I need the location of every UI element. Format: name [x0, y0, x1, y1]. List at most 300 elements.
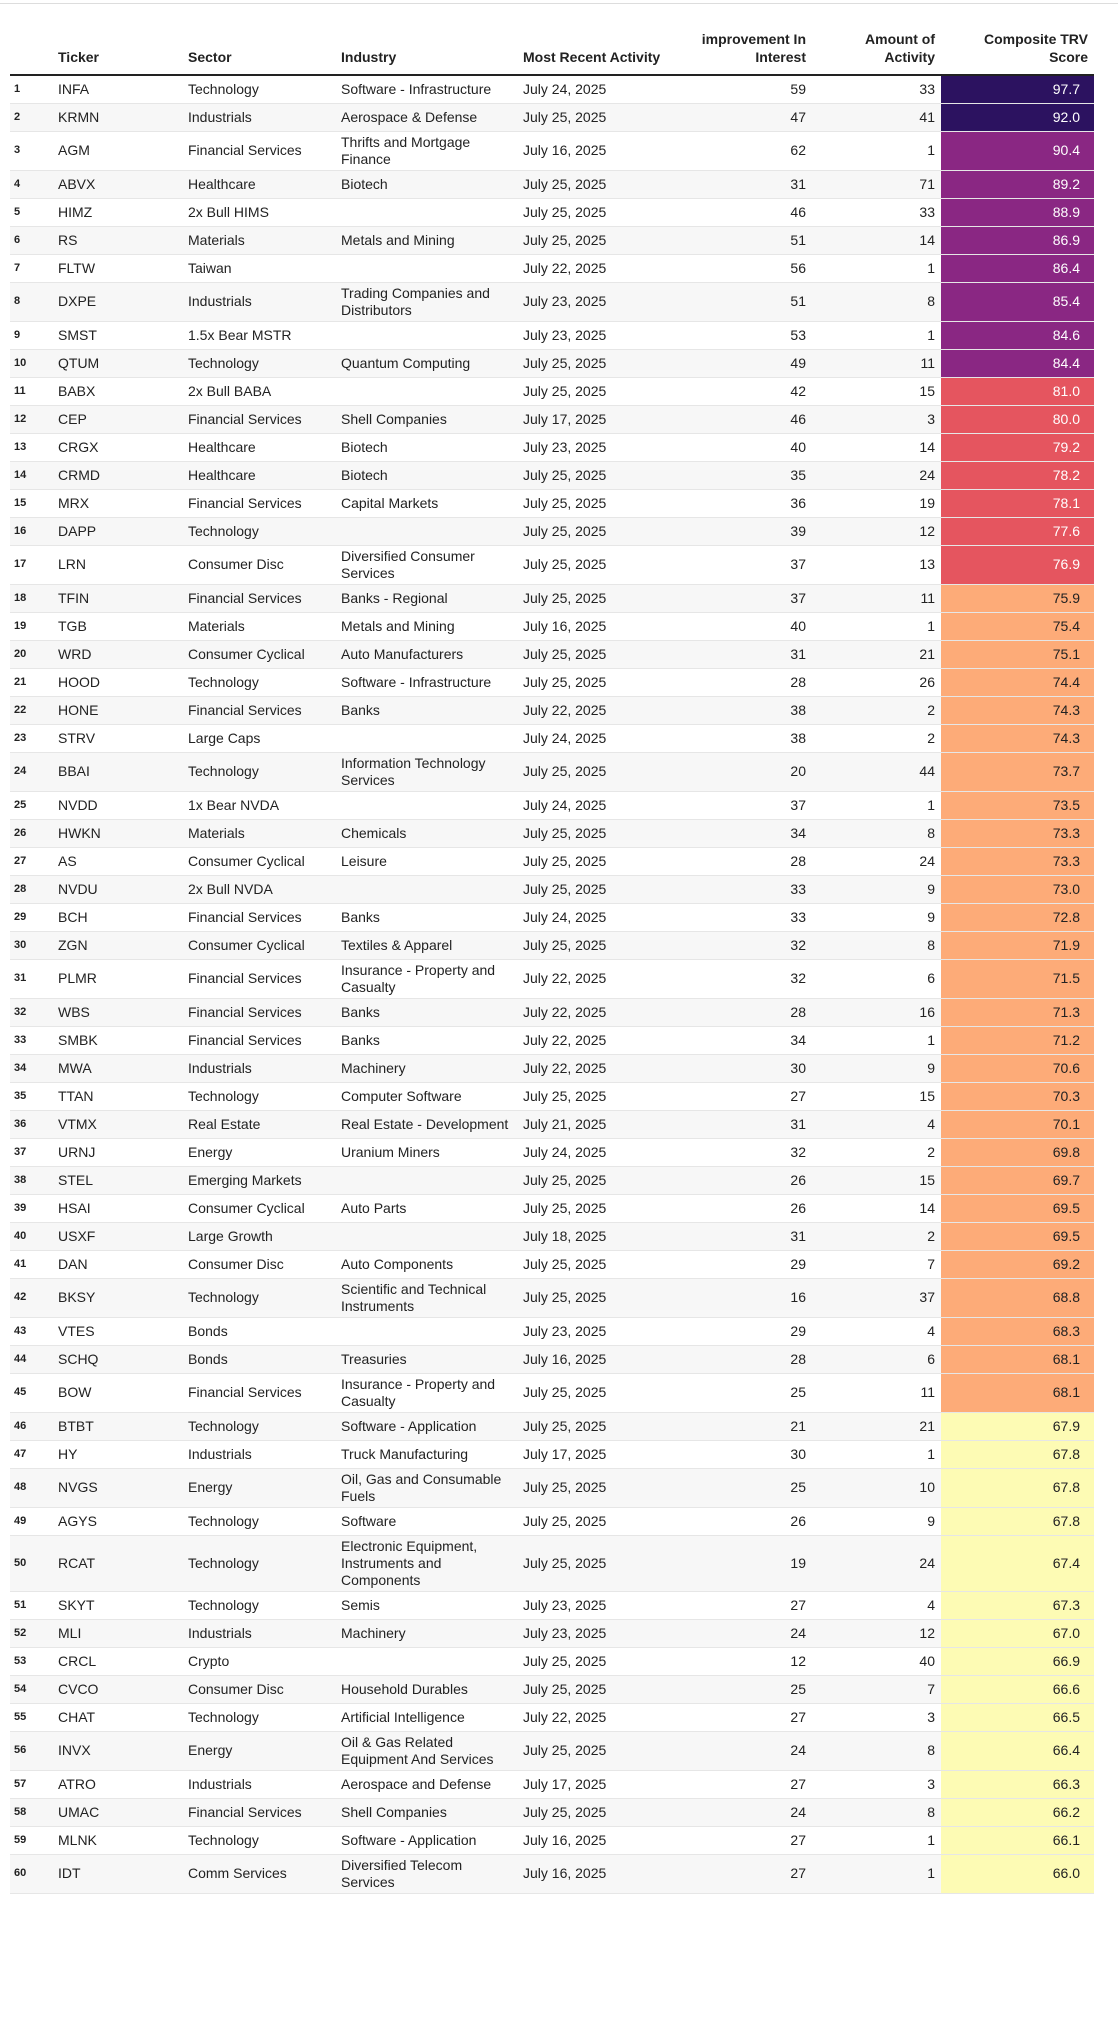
- ticker-cell: MWA: [52, 1054, 182, 1082]
- rank-cell: 5: [10, 198, 52, 226]
- industry-cell: Machinery: [335, 1054, 517, 1082]
- table-row[interactable]: [10, 847, 1094, 875]
- ticker-header[interactable]: Ticker: [52, 30, 182, 75]
- score-cell: 73.0: [941, 875, 1094, 903]
- score-cell: 71.5: [941, 959, 1094, 998]
- amount-cell: 24: [812, 1535, 941, 1591]
- ticker-cell: BKSY: [52, 1278, 182, 1317]
- rank-cell: 22: [10, 696, 52, 724]
- sector-cell: Technology: [182, 75, 335, 103]
- rank-cell: 38: [10, 1166, 52, 1194]
- score-cell: 86.9: [941, 226, 1094, 254]
- activity-header[interactable]: Most Recent Activity: [517, 30, 675, 75]
- industry-cell: Software - Infrastructure: [335, 668, 517, 696]
- ticker-cell: INFA: [52, 75, 182, 103]
- ticker-cell: IDT: [52, 1854, 182, 1893]
- table-row[interactable]: [10, 489, 1094, 517]
- rank-cell: 9: [10, 321, 52, 349]
- ticker-cell: ZGN: [52, 931, 182, 959]
- score-cell: 66.6: [941, 1675, 1094, 1703]
- industry-cell: Truck Manufacturing: [335, 1440, 517, 1468]
- ticker-cell: CRCL: [52, 1647, 182, 1675]
- rank-cell: 2: [10, 103, 52, 131]
- score-cell: 67.8: [941, 1468, 1094, 1507]
- rank-header: [10, 30, 52, 75]
- amount-cell: 15: [812, 1166, 941, 1194]
- amount-cell: 6: [812, 1345, 941, 1373]
- table-row[interactable]: [10, 1647, 1094, 1675]
- table-row[interactable]: [10, 1250, 1094, 1278]
- improvement-cell: 28: [675, 998, 812, 1026]
- trv-score-table: [10, 30, 1094, 1894]
- amount-cell: 1: [812, 1440, 941, 1468]
- table-row[interactable]: [10, 931, 1094, 959]
- table-row[interactable]: [10, 170, 1094, 198]
- activity-date-cell: July 23, 2025: [517, 1619, 675, 1647]
- improvement-cell: 37: [675, 791, 812, 819]
- table-row[interactable]: [10, 1591, 1094, 1619]
- industry-cell: Oil, Gas and Consumable Fuels: [335, 1468, 517, 1507]
- table-row[interactable]: [10, 875, 1094, 903]
- improvement-cell: 40: [675, 612, 812, 640]
- industry-cell: Banks: [335, 903, 517, 931]
- sector-cell: Technology: [182, 1591, 335, 1619]
- improvement-cell: 46: [675, 198, 812, 226]
- table-row[interactable]: [10, 1731, 1094, 1770]
- table-row[interactable]: [10, 1826, 1094, 1854]
- amount-cell: 33: [812, 75, 941, 103]
- industry-cell: Capital Markets: [335, 489, 517, 517]
- score-cell: 78.2: [941, 461, 1094, 489]
- amount-cell: 14: [812, 226, 941, 254]
- industry-cell: Auto Components: [335, 1250, 517, 1278]
- activity-date-cell: July 25, 2025: [517, 1250, 675, 1278]
- ticker-cell: SKYT: [52, 1591, 182, 1619]
- score-cell: 88.9: [941, 198, 1094, 226]
- activity-date-cell: July 25, 2025: [517, 847, 675, 875]
- score-cell: 70.6: [941, 1054, 1094, 1082]
- activity-date-cell: July 16, 2025: [517, 1826, 675, 1854]
- table-row[interactable]: [10, 1194, 1094, 1222]
- ticker-cell: VTES: [52, 1317, 182, 1345]
- table-row[interactable]: [10, 321, 1094, 349]
- industry-cell: [335, 724, 517, 752]
- ticker-cell: URNJ: [52, 1138, 182, 1166]
- activity-date-cell: July 25, 2025: [517, 103, 675, 131]
- rank-cell: 60: [10, 1854, 52, 1893]
- improvement-cell: 27: [675, 1591, 812, 1619]
- activity-date-cell: July 25, 2025: [517, 545, 675, 584]
- sector-cell: Consumer Disc: [182, 545, 335, 584]
- table-row[interactable]: [10, 517, 1094, 545]
- activity-date-cell: July 21, 2025: [517, 1110, 675, 1138]
- sector-cell: Consumer Cyclical: [182, 931, 335, 959]
- sector-cell: Financial Services: [182, 1798, 335, 1826]
- amount-cell: 1: [812, 254, 941, 282]
- table-row[interactable]: [10, 1026, 1094, 1054]
- industry-cell: Semis: [335, 1591, 517, 1619]
- activity-date-cell: July 25, 2025: [517, 1082, 675, 1110]
- industry-cell: Scientific and Technical Instruments: [335, 1278, 517, 1317]
- improvement-cell: 24: [675, 1619, 812, 1647]
- sector-cell: Financial Services: [182, 1026, 335, 1054]
- rank-cell: 51: [10, 1591, 52, 1619]
- table-row[interactable]: [10, 1619, 1094, 1647]
- table-row[interactable]: [10, 640, 1094, 668]
- score-cell: 70.1: [941, 1110, 1094, 1138]
- industry-cell: [335, 1222, 517, 1250]
- amount-cell: 33: [812, 198, 941, 226]
- table-row[interactable]: [10, 1138, 1094, 1166]
- table-row[interactable]: [10, 405, 1094, 433]
- ticker-cell: MLI: [52, 1619, 182, 1647]
- table-row[interactable]: [10, 226, 1094, 254]
- ticker-cell: KRMN: [52, 103, 182, 131]
- industry-cell: [335, 875, 517, 903]
- improvement-cell: 51: [675, 226, 812, 254]
- table-row[interactable]: [10, 254, 1094, 282]
- sector-cell: 1.5x Bear MSTR: [182, 321, 335, 349]
- improvement-cell: 62: [675, 131, 812, 170]
- table-row[interactable]: [10, 461, 1094, 489]
- table-row[interactable]: [10, 433, 1094, 461]
- table-row[interactable]: [10, 1278, 1094, 1317]
- improvement-cell: 59: [675, 75, 812, 103]
- industry-cell: Leisure: [335, 847, 517, 875]
- score-cell: 97.7: [941, 75, 1094, 103]
- score-cell: 66.0: [941, 1854, 1094, 1893]
- activity-date-cell: July 25, 2025: [517, 931, 675, 959]
- table-row[interactable]: [10, 1222, 1094, 1250]
- table-row[interactable]: [10, 1082, 1094, 1110]
- amount-cell: 11: [812, 584, 941, 612]
- improvement-cell: 12: [675, 1647, 812, 1675]
- improvement-cell: 28: [675, 668, 812, 696]
- rank-cell: 57: [10, 1770, 52, 1798]
- activity-date-cell: July 16, 2025: [517, 1345, 675, 1373]
- sector-cell: 2x Bull HIMS: [182, 198, 335, 226]
- amount-cell: 9: [812, 1507, 941, 1535]
- amount-cell: 21: [812, 640, 941, 668]
- industry-cell: Biotech: [335, 461, 517, 489]
- score-cell: 67.3: [941, 1591, 1094, 1619]
- score-cell: 84.6: [941, 321, 1094, 349]
- amount-cell: 1: [812, 612, 941, 640]
- industry-cell: Software - Application: [335, 1826, 517, 1854]
- amount-cell: 8: [812, 819, 941, 847]
- amount-cell: 3: [812, 1703, 941, 1731]
- amount-cell: 2: [812, 1222, 941, 1250]
- table-row[interactable]: [10, 752, 1094, 791]
- ticker-cell: SMST: [52, 321, 182, 349]
- score-cell: 74.3: [941, 696, 1094, 724]
- sector-cell: Technology: [182, 1507, 335, 1535]
- improvement-cell: 31: [675, 1110, 812, 1138]
- activity-date-cell: July 25, 2025: [517, 1507, 675, 1535]
- sector-cell: Industrials: [182, 1770, 335, 1798]
- ticker-cell: NVGS: [52, 1468, 182, 1507]
- activity-date-cell: July 17, 2025: [517, 405, 675, 433]
- table-row[interactable]: [10, 75, 1094, 103]
- table-row[interactable]: [10, 998, 1094, 1026]
- score-cell: 66.5: [941, 1703, 1094, 1731]
- ticker-cell: MRX: [52, 489, 182, 517]
- table-row[interactable]: [10, 377, 1094, 405]
- amount-cell: 8: [812, 1798, 941, 1826]
- score-cell: 68.8: [941, 1278, 1094, 1317]
- rank-cell: 55: [10, 1703, 52, 1731]
- table-row[interactable]: [10, 1166, 1094, 1194]
- amount-cell: 24: [812, 847, 941, 875]
- sector-cell: Comm Services: [182, 1854, 335, 1893]
- table-row[interactable]: [10, 349, 1094, 377]
- sector-cell: Emerging Markets: [182, 1166, 335, 1194]
- table-row[interactable]: [10, 545, 1094, 584]
- sector-cell: Consumer Cyclical: [182, 1194, 335, 1222]
- activity-date-cell: July 22, 2025: [517, 959, 675, 998]
- industry-cell: Biotech: [335, 433, 517, 461]
- rank-cell: 45: [10, 1373, 52, 1412]
- score-cell: 70.3: [941, 1082, 1094, 1110]
- table-row[interactable]: [10, 1798, 1094, 1826]
- score-header[interactable]: Composite TRV Score: [941, 30, 1094, 75]
- table-row[interactable]: [10, 1412, 1094, 1440]
- score-cell: 92.0: [941, 103, 1094, 131]
- improvement-cell: 32: [675, 959, 812, 998]
- table-row[interactable]: [10, 1675, 1094, 1703]
- table-row[interactable]: [10, 1854, 1094, 1893]
- amount-cell: 4: [812, 1591, 941, 1619]
- table-row[interactable]: [10, 696, 1094, 724]
- sector-cell: Industrials: [182, 1440, 335, 1468]
- score-cell: 86.4: [941, 254, 1094, 282]
- rank-cell: 56: [10, 1731, 52, 1770]
- table-row[interactable]: [10, 819, 1094, 847]
- sector-cell: Financial Services: [182, 998, 335, 1026]
- table-row[interactable]: [10, 903, 1094, 931]
- table-row[interactable]: [10, 1703, 1094, 1731]
- amount-cell: 7: [812, 1250, 941, 1278]
- rank-cell: 29: [10, 903, 52, 931]
- sector-cell: Taiwan: [182, 254, 335, 282]
- activity-date-cell: July 25, 2025: [517, 1535, 675, 1591]
- amount-header[interactable]: Amount of Activity: [812, 30, 941, 75]
- score-cell: 66.9: [941, 1647, 1094, 1675]
- score-cell: 89.2: [941, 170, 1094, 198]
- score-cell: 75.4: [941, 612, 1094, 640]
- table-row[interactable]: [10, 198, 1094, 226]
- score-cell: 69.7: [941, 1166, 1094, 1194]
- industry-cell: Biotech: [335, 170, 517, 198]
- industry-header[interactable]: Industry: [335, 30, 517, 75]
- improvement-cell: 56: [675, 254, 812, 282]
- amount-cell: 4: [812, 1317, 941, 1345]
- ticker-cell: VTMX: [52, 1110, 182, 1138]
- ticker-cell: ATRO: [52, 1770, 182, 1798]
- score-cell: 78.1: [941, 489, 1094, 517]
- amount-cell: 40: [812, 1647, 941, 1675]
- improvement-cell: 38: [675, 696, 812, 724]
- rank-cell: 48: [10, 1468, 52, 1507]
- improvement-cell: 26: [675, 1507, 812, 1535]
- rank-cell: 21: [10, 668, 52, 696]
- table-row[interactable]: [10, 668, 1094, 696]
- amount-cell: 11: [812, 1373, 941, 1412]
- table-row[interactable]: [10, 1440, 1094, 1468]
- sector-cell: Financial Services: [182, 489, 335, 517]
- sector-cell: Materials: [182, 612, 335, 640]
- industry-cell: Thrifts and Mortgage Finance: [335, 131, 517, 170]
- score-cell: 79.2: [941, 433, 1094, 461]
- sector-cell: Financial Services: [182, 959, 335, 998]
- activity-date-cell: July 25, 2025: [517, 349, 675, 377]
- table-row[interactable]: [10, 1468, 1094, 1507]
- activity-date-cell: July 16, 2025: [517, 612, 675, 640]
- rank-cell: 23: [10, 724, 52, 752]
- table-row[interactable]: [10, 1110, 1094, 1138]
- activity-date-cell: July 25, 2025: [517, 489, 675, 517]
- amount-cell: 24: [812, 461, 941, 489]
- table-row[interactable]: [10, 131, 1094, 170]
- improvement-cell: 42: [675, 377, 812, 405]
- ticker-cell: HOOD: [52, 668, 182, 696]
- industry-cell: [335, 1647, 517, 1675]
- improvement-cell: 47: [675, 103, 812, 131]
- score-cell: 67.4: [941, 1535, 1094, 1591]
- activity-date-cell: July 18, 2025: [517, 1222, 675, 1250]
- sector-cell: Financial Services: [182, 131, 335, 170]
- table-row[interactable]: [10, 1373, 1094, 1412]
- rank-cell: 41: [10, 1250, 52, 1278]
- activity-date-cell: July 16, 2025: [517, 131, 675, 170]
- rank-cell: 10: [10, 349, 52, 377]
- score-cell: 73.3: [941, 819, 1094, 847]
- sector-cell: Energy: [182, 1468, 335, 1507]
- rank-cell: 52: [10, 1619, 52, 1647]
- industry-cell: [335, 517, 517, 545]
- table-row[interactable]: [10, 959, 1094, 998]
- rank-cell: 39: [10, 1194, 52, 1222]
- table-row[interactable]: [10, 1345, 1094, 1373]
- rank-cell: 25: [10, 791, 52, 819]
- amount-cell: 19: [812, 489, 941, 517]
- table-row[interactable]: [10, 1507, 1094, 1535]
- industry-cell: [335, 321, 517, 349]
- sector-cell: Industrials: [182, 282, 335, 321]
- table-row[interactable]: [10, 1054, 1094, 1082]
- industry-cell: Household Durables: [335, 1675, 517, 1703]
- score-cell: 73.3: [941, 847, 1094, 875]
- industry-cell: [335, 791, 517, 819]
- industry-cell: Textiles & Apparel: [335, 931, 517, 959]
- sector-cell: Large Growth: [182, 1222, 335, 1250]
- amount-cell: 71: [812, 170, 941, 198]
- rank-cell: 27: [10, 847, 52, 875]
- rank-cell: 18: [10, 584, 52, 612]
- activity-date-cell: July 22, 2025: [517, 254, 675, 282]
- improvement-cell: 51: [675, 282, 812, 321]
- amount-cell: 9: [812, 903, 941, 931]
- score-cell: 81.0: [941, 377, 1094, 405]
- activity-date-cell: July 23, 2025: [517, 1317, 675, 1345]
- ticker-cell: ABVX: [52, 170, 182, 198]
- industry-cell: Uranium Miners: [335, 1138, 517, 1166]
- rank-cell: 13: [10, 433, 52, 461]
- improvement-cell: 53: [675, 321, 812, 349]
- ticker-cell: AGM: [52, 131, 182, 170]
- ticker-cell: DAPP: [52, 517, 182, 545]
- ticker-cell: CVCO: [52, 1675, 182, 1703]
- ticker-cell: CEP: [52, 405, 182, 433]
- improvement-cell: 21: [675, 1412, 812, 1440]
- amount-cell: 15: [812, 1082, 941, 1110]
- table-row[interactable]: [10, 724, 1094, 752]
- ticker-cell: SMBK: [52, 1026, 182, 1054]
- improvement-cell: 33: [675, 875, 812, 903]
- table-row[interactable]: [10, 282, 1094, 321]
- ticker-cell: BABX: [52, 377, 182, 405]
- improvement-cell: 30: [675, 1054, 812, 1082]
- sector-cell: Consumer Cyclical: [182, 847, 335, 875]
- table-row[interactable]: [10, 1317, 1094, 1345]
- improvement-cell: 27: [675, 1082, 812, 1110]
- rank-cell: 24: [10, 752, 52, 791]
- ticker-cell: QTUM: [52, 349, 182, 377]
- score-cell: 66.4: [941, 1731, 1094, 1770]
- improvement-cell: 28: [675, 847, 812, 875]
- industry-cell: Shell Companies: [335, 1798, 517, 1826]
- amount-cell: 26: [812, 668, 941, 696]
- sector-cell: Technology: [182, 1826, 335, 1854]
- improvement-header[interactable]: improvement In Interest: [675, 30, 812, 75]
- ticker-cell: NVDD: [52, 791, 182, 819]
- score-cell: 74.3: [941, 724, 1094, 752]
- top-divider: [0, 3, 1118, 4]
- amount-cell: 3: [812, 405, 941, 433]
- activity-date-cell: July 17, 2025: [517, 1440, 675, 1468]
- activity-date-cell: July 25, 2025: [517, 875, 675, 903]
- table-row[interactable]: [10, 791, 1094, 819]
- score-cell: 84.4: [941, 349, 1094, 377]
- score-cell: 71.9: [941, 931, 1094, 959]
- industry-cell: Oil & Gas Related Equipment And Services: [335, 1731, 517, 1770]
- rank-cell: 14: [10, 461, 52, 489]
- table-row[interactable]: [10, 584, 1094, 612]
- sector-cell: Materials: [182, 819, 335, 847]
- activity-date-cell: July 24, 2025: [517, 791, 675, 819]
- table-row[interactable]: [10, 1770, 1094, 1798]
- rank-cell: 15: [10, 489, 52, 517]
- industry-cell: Chemicals: [335, 819, 517, 847]
- sector-header[interactable]: Sector: [182, 30, 335, 75]
- improvement-cell: 31: [675, 1222, 812, 1250]
- table-row[interactable]: [10, 103, 1094, 131]
- improvement-cell: 27: [675, 1826, 812, 1854]
- score-cell: 75.9: [941, 584, 1094, 612]
- table-row[interactable]: [10, 1535, 1094, 1591]
- sector-cell: 2x Bull NVDA: [182, 875, 335, 903]
- sector-cell: Technology: [182, 1082, 335, 1110]
- improvement-cell: 38: [675, 724, 812, 752]
- rank-cell: 59: [10, 1826, 52, 1854]
- table-row[interactable]: [10, 612, 1094, 640]
- industry-cell: Banks: [335, 1026, 517, 1054]
- rank-cell: 16: [10, 517, 52, 545]
- industry-cell: Metals and Mining: [335, 612, 517, 640]
- improvement-cell: 37: [675, 584, 812, 612]
- score-cell: 67.8: [941, 1507, 1094, 1535]
- amount-cell: 1: [812, 1854, 941, 1893]
